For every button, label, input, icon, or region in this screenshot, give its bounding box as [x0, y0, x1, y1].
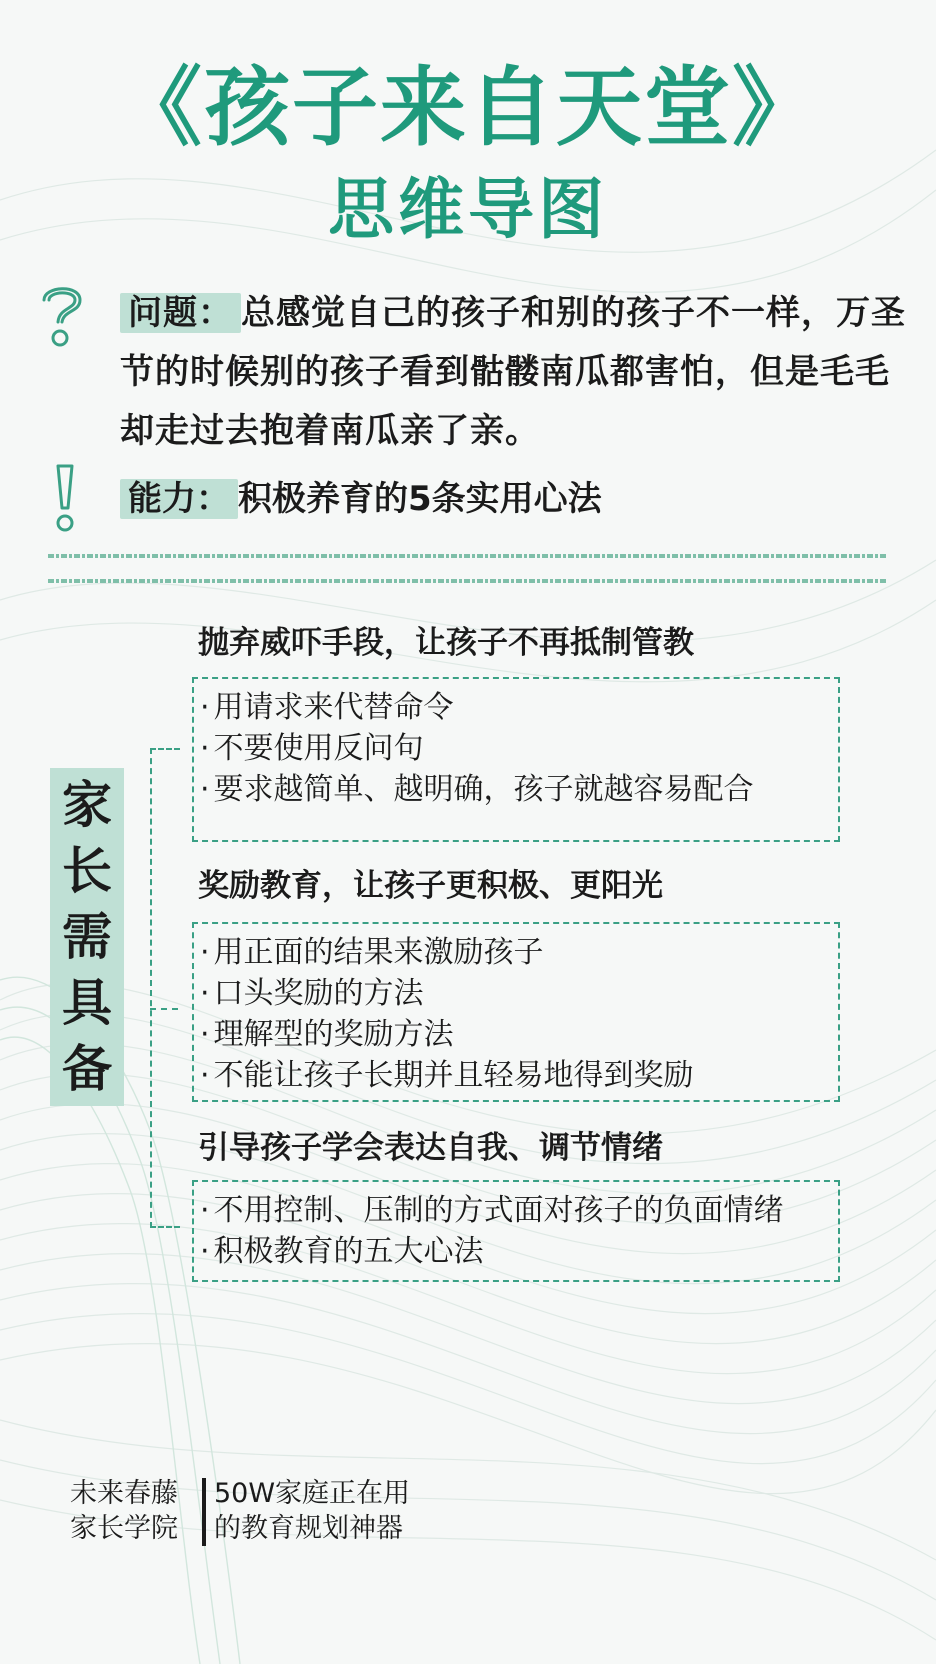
page-title: 《孩子来自天堂》	[116, 58, 820, 158]
question-label: 问题：	[120, 293, 241, 333]
mindmap-bracket	[150, 748, 180, 1228]
page-subtitle: 思维导图	[328, 171, 608, 248]
question-text: 总感觉自己的孩子和别的孩子不一样，万圣节的时候别的孩子看到骷髅南瓜都害怕，但是毛毛却走过去抱着南瓜亲了亲。	[120, 293, 906, 451]
footer-slogan-line: 的教育规划神器	[214, 1513, 403, 1544]
footer-brand-line: 家长学院	[70, 1513, 178, 1544]
mindmap-root-char: 长	[62, 842, 112, 900]
list-item: · 用请求来代替命令	[200, 690, 454, 725]
mindmap-root-char: 需	[62, 908, 112, 966]
mindmap-connector	[150, 1008, 178, 1010]
mindmap-root-char: 备	[62, 1040, 112, 1098]
list-item: · 用正面的结果来激励孩子	[200, 935, 544, 970]
list-item: · 积极教育的五大心法	[200, 1234, 484, 1269]
footer-slogan	[214, 1476, 410, 1546]
ability-text: 积极养育的5条实用心法	[238, 479, 602, 519]
list-item: · 不能让孩子长期并且轻易地得到奖励	[200, 1058, 694, 1093]
section-box	[192, 677, 840, 842]
exclamation-mark-icon	[50, 462, 80, 534]
list-item: · 不要使用反问句	[200, 731, 424, 766]
footer-slogan-line: 50W家庭正在用	[214, 1478, 411, 1509]
footer-brand	[70, 1476, 178, 1546]
ability-block	[120, 474, 920, 524]
section-heading: 奖励教育，让孩子更积极、更阳光	[198, 868, 663, 904]
divider-line	[48, 553, 888, 559]
ability-label: 能力：	[120, 479, 238, 519]
list-item: · 不用控制、压制的方式面对孩子的负面情绪	[200, 1193, 784, 1228]
footer-brand-line: 未来春藤	[70, 1478, 178, 1509]
question-block	[120, 284, 920, 461]
mindmap-root	[50, 768, 124, 1106]
question-mark-icon	[38, 280, 86, 350]
footer-divider	[202, 1478, 206, 1546]
section-heading: 抛弃威吓手段，让孩子不再抵制管教	[198, 625, 694, 661]
section-box	[192, 922, 840, 1102]
mindmap-root-char: 家	[62, 776, 112, 834]
divider-line	[48, 578, 888, 584]
list-item: · 理解型的奖励方法	[200, 1017, 454, 1052]
mindmap-root-char: 具	[62, 974, 112, 1032]
section-box	[192, 1180, 840, 1282]
list-item: · 口头奖励的方法	[200, 976, 424, 1011]
section-heading: 引导孩子学会表达自我、调节情绪	[198, 1130, 663, 1166]
list-item: · 要求越简单、越明确，孩子就越容易配合	[200, 772, 754, 807]
